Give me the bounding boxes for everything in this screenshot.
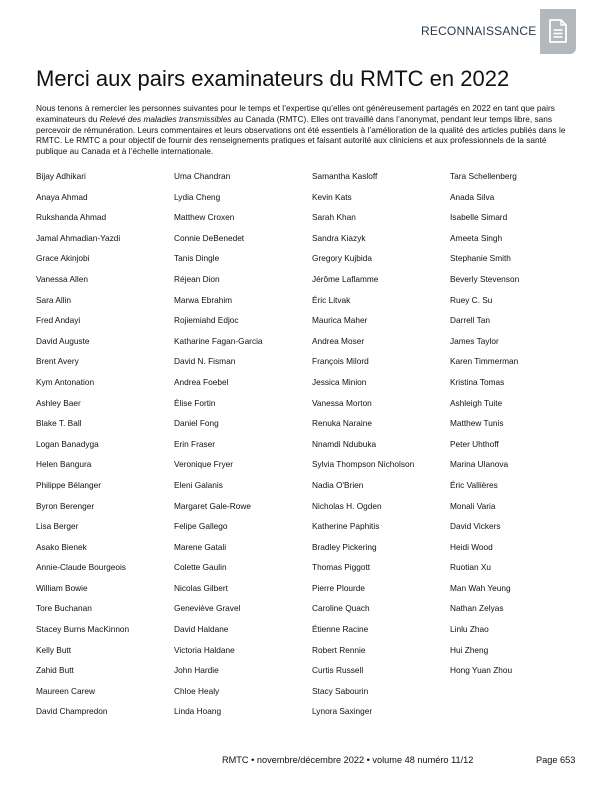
reviewer-name: William Bowie: [36, 582, 88, 593]
reviewer-name: Marene Gatali: [174, 541, 227, 552]
reviewer-name: Nadia O'Brien: [312, 479, 364, 490]
reviewer-name: Caroline Quach: [312, 603, 370, 614]
reviewer-name: Zahid Butt: [36, 665, 74, 676]
reviewer-name: Geneviève Gravel: [174, 603, 241, 614]
reviewer-name: Andrea Moser: [312, 335, 365, 346]
reviewer-name: Man Wah Yeung: [450, 582, 511, 593]
reviewer-name: Jérôme Laflamme: [312, 273, 379, 284]
reviewer-name: Margaret Gale-Rowe: [174, 500, 252, 511]
journal-name: Relevé des maladies transmissibles: [99, 113, 232, 124]
reviewer-name: Maurica Maher: [312, 315, 368, 326]
reviewer-name: Linlu Zhao: [450, 624, 489, 635]
reviewer-name: Isabelle Simard: [450, 212, 508, 223]
reviewer-name: Linda Hoang: [174, 706, 222, 717]
document-icon: [548, 19, 568, 44]
reviewer-name: Stacey Burns MacKinnon: [36, 624, 130, 635]
reviewer-name: Rojiemiahd Edjoc: [174, 315, 239, 326]
reviewer-name: Gregory Kujbida: [312, 253, 372, 264]
reviewer-name: Thomas Piggott: [312, 562, 371, 573]
reviewer-name: Connie DeBenedet: [174, 232, 245, 243]
reviewer-column-1: [36, 170, 174, 726]
reviewer-name: Ashley Baer: [36, 397, 81, 408]
reviewer-name: Stephanie Smith: [450, 253, 511, 264]
reviewer-name: David N. Fisman: [174, 356, 236, 367]
reviewer-name: Felipe Gallego: [174, 521, 228, 532]
reviewer-name: Veronique Fryer: [174, 459, 234, 470]
reviewer-name: Kym Antonation: [36, 376, 95, 387]
reviewer-name: Colette Gaulin: [174, 562, 227, 573]
reviewer-column-4: [450, 170, 588, 726]
reviewer-name: Monali Varia: [450, 500, 496, 511]
reviewer-name: Jamal Ahmadian-Yazdi: [36, 232, 121, 243]
reviewer-name: Anada Silva: [450, 191, 495, 202]
reviewer-name: David Auguste: [36, 335, 90, 346]
reviewer-name: Renuka Naraine: [312, 418, 372, 429]
reviewer-name: Tara Schellenberg: [450, 171, 517, 181]
reviewer-name: David Haldane: [174, 624, 229, 635]
reviewer-name: Curtis Russell: [312, 665, 364, 676]
reviewer-name: Philippe Bélanger: [36, 479, 102, 490]
reviewer-name: Byron Berenger: [36, 500, 95, 511]
reviewer-name: Stacy Sabourin: [312, 685, 369, 696]
footer-citation: RMTC • novembre/décembre 2022 • volume 48 numéro 11/12: [222, 755, 474, 765]
reviewer-name: Uma Chandran: [174, 171, 231, 181]
reviewer-name: Nnamdi Ndubuka: [312, 438, 377, 449]
reviewer-name: Katharine Fagan-Garcia: [174, 335, 263, 346]
reviewer-name: David Champredon: [36, 706, 108, 717]
reviewer-name: Samantha Kasloff: [312, 171, 378, 181]
reviewer-name: Éric Vallières: [450, 479, 498, 490]
reviewer-name: Ameeta Singh: [450, 232, 503, 243]
reviewer-name: Lydia Cheng: [174, 191, 221, 202]
reviewer-name: Étienne Racine: [312, 624, 369, 635]
reviewer-name: Sarah Khan: [312, 212, 356, 223]
reviewer-column-3: [312, 170, 450, 726]
reviewer-name: Lynora Saxinger: [312, 706, 373, 717]
reviewer-name: Peter Uhthoff: [450, 438, 499, 449]
reviewer-name: Victoria Haldane: [174, 644, 235, 655]
reviewer-name: Kelly Butt: [36, 644, 72, 655]
reviewer-name: Nathan Zelyas: [450, 603, 504, 614]
reviewer-name: Pierre Plourde: [312, 582, 366, 593]
reviewer-name: Kevin Kats: [312, 191, 352, 202]
reviewer-name: Sandra Kiazyk: [312, 232, 366, 243]
reviewer-name: Jessica Minion: [312, 376, 367, 387]
reviewer-name: Eleni Galanis: [174, 479, 223, 490]
reviewer-name: Chloe Healy: [174, 685, 220, 696]
reviewer-name: Matthew Croxen: [174, 212, 235, 223]
reviewer-name: David Vickers: [450, 521, 501, 532]
reviewer-name: Réjean Dion: [174, 273, 220, 284]
reviewer-name: Andrea Foebel: [174, 376, 229, 387]
reviewer-name: Ruey C. Su: [450, 294, 493, 305]
reviewer-name: Anaya Ahmad: [36, 191, 88, 202]
section-label: RECONNAISSANCE: [421, 24, 537, 38]
reviewer-name: Ruotian Xu: [450, 562, 492, 573]
reviewer-name: Helen Bangura: [36, 459, 92, 470]
reviewer-column-2: [174, 170, 312, 726]
reviewer-name: Hong Yuan Zhou: [450, 665, 513, 676]
intro-text-2: au Canada (RMTC). Elles ont travaillé dans l’anonymat, pendant leur temps libre, sans percevoir de rémunération. Leurs commentaires et leurs observations ont été essentiels à l’amélioration de la qualité des articles publiés dans le RMTC. Le RMTC a pour objectif de fournir des renseignements pratiques et faisant autorité aux cliniciens et aux professionnels de la santé publique au Canada et à l’échelle internationale.: [36, 113, 566, 157]
reviewer-name: Marina Ulanova: [450, 459, 509, 470]
reviewer-name: Robert Rennie: [312, 644, 366, 655]
reviewer-name: Brent Avery: [36, 356, 79, 367]
reviewer-name: Sara Allin: [36, 294, 72, 305]
reviewer-list: [36, 170, 588, 726]
reviewer-name: Bijay Adhikari: [36, 171, 86, 181]
reviewer-name: Annie-Claude Bourgeois: [36, 562, 126, 573]
reviewer-name: Maureen Carew: [36, 685, 96, 696]
reviewer-name: Logan Banadyga: [36, 438, 99, 449]
reviewer-name: Karen Timmerman: [450, 356, 519, 367]
reviewer-name: Vanessa Morton: [312, 397, 372, 408]
reviewer-name: Fred Andayi: [36, 315, 81, 326]
reviewer-name: James Taylor: [450, 335, 499, 346]
reviewer-name: Éric Litvak: [312, 294, 351, 305]
reviewer-name: Daniel Fong: [174, 418, 219, 429]
page-title: Merci aux pairs examinateurs du RMTC en 2022: [36, 66, 510, 91]
page-number: Page 653: [536, 755, 576, 765]
reviewer-name: Marwa Ebrahim: [174, 294, 233, 305]
reviewer-name: Heidi Wood: [450, 541, 493, 552]
reviewer-name: Sylvia Thompson Nicholson: [312, 459, 415, 470]
reviewer-name: Asako Bienek: [36, 541, 87, 552]
reviewer-name: Kristina Tomas: [450, 376, 505, 387]
reviewer-name: Hui Zheng: [450, 644, 489, 655]
section-icon-box: [540, 9, 576, 54]
reviewer-name: Beverly Stevenson: [450, 273, 520, 284]
reviewer-name: Nicholas H. Ogden: [312, 500, 382, 511]
reviewer-name: François Milord: [312, 356, 369, 367]
reviewer-name: Vanessa Allen: [36, 273, 88, 284]
reviewer-name: Grace Akinjobi: [36, 253, 90, 264]
intro-text-1: Nous tenons à remercier les personnes suivantes pour le temps et l’expertise qu’elles ont généreusement partagés en 2022 en tant que pairs examinateurs du: [36, 103, 555, 124]
reviewer-name: Katherine Paphitis: [312, 521, 380, 532]
reviewer-name: Erin Fraser: [174, 438, 216, 449]
reviewer-name: Matthew Tunis: [450, 418, 504, 429]
reviewer-name: Élise Fortin: [174, 397, 216, 408]
reviewer-name: Rukshanda Ahmad: [36, 212, 107, 223]
reviewer-name: Tore Buchanan: [36, 603, 92, 614]
reviewer-name: Darrell Tan: [450, 315, 490, 326]
reviewer-name: Blake T. Ball: [36, 418, 82, 429]
reviewer-name: Bradley Pickering: [312, 541, 377, 552]
reviewer-name: Lisa Berger: [36, 521, 79, 532]
reviewer-name: John Hardie: [174, 665, 219, 676]
reviewer-name: Ashleigh Tuite: [450, 397, 503, 408]
reviewer-name: Tanis Dingle: [174, 253, 220, 264]
intro-paragraph: [36, 103, 576, 157]
reviewer-name: Nicolas Gilbert: [174, 582, 228, 593]
